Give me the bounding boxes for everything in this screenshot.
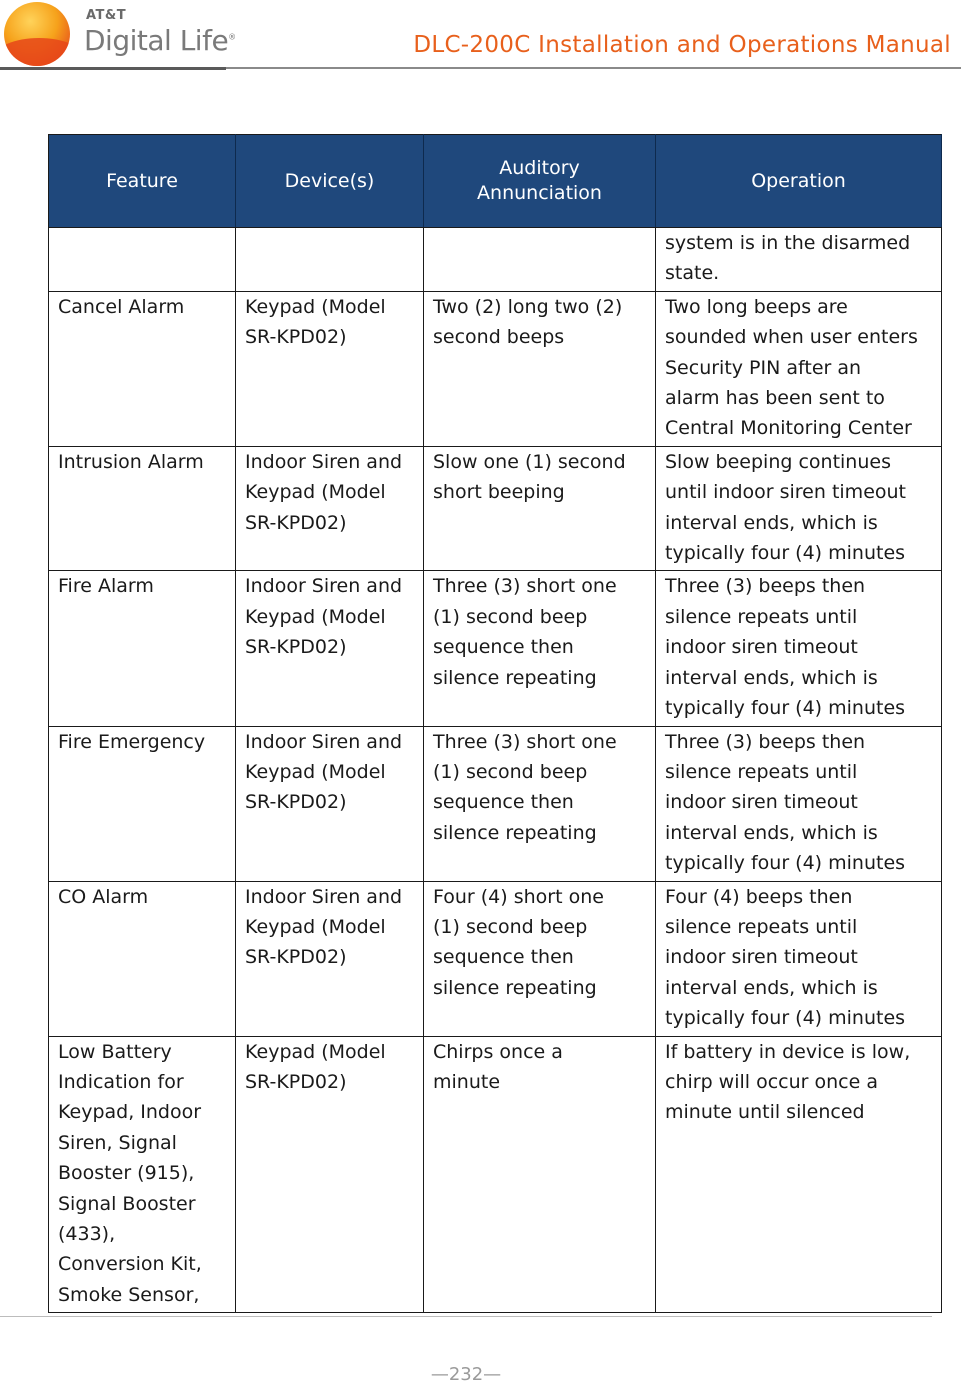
cell-feature: Intrusion Alarm xyxy=(49,446,236,571)
cell-devices xyxy=(236,228,424,292)
table-row xyxy=(49,446,942,571)
column-header-feature: Feature xyxy=(49,135,236,228)
logo-registered-mark: ® xyxy=(228,32,236,42)
cell-operation: Four (4) beeps then silence repeats until indoor siren timeout interval ends, which is typically four (4) minutes xyxy=(656,881,942,1036)
cell-operation: Slow beeping continues until indoor siren timeout interval ends, which is typically four (4) minutes xyxy=(656,446,942,571)
column-header-devices: Device(s) xyxy=(236,135,424,228)
page-number: —232— xyxy=(430,1364,502,1385)
cell-annunciation: Two (2) long two (2) second beeps xyxy=(424,291,656,446)
column-header-operation: Operation xyxy=(656,135,942,228)
cell-operation: system is in the disarmed state. xyxy=(656,228,942,292)
cell-devices: Keypad (Model SR-KPD02) xyxy=(236,291,424,446)
cell-devices: Keypad (Model SR-KPD02) xyxy=(236,1036,424,1313)
table-row xyxy=(49,1036,942,1313)
table-row xyxy=(49,291,942,446)
cell-devices: Indoor Siren and Keypad (Model SR-KPD02) xyxy=(236,726,424,881)
att-globe-logo-icon xyxy=(4,2,70,66)
table-header-row xyxy=(49,135,942,228)
cell-operation: Three (3) beeps then silence repeats until indoor siren timeout interval ends, which is typically four (4) minutes xyxy=(656,571,942,726)
operations-table xyxy=(48,134,942,1313)
cell-operation: Two long beeps are sounded when user enters Security PIN after an alarm has been sent to Central Monitoring Center xyxy=(656,291,942,446)
cell-feature: Fire Alarm xyxy=(49,571,236,726)
cell-feature: Fire Emergency xyxy=(49,726,236,881)
logo-product-text xyxy=(84,24,236,57)
cell-annunciation: Chirps once a minute xyxy=(424,1036,656,1313)
footer-divider xyxy=(0,1316,932,1317)
table-row xyxy=(49,881,942,1036)
cell-annunciation: Three (3) short one (1) second beep sequence then silence repeating xyxy=(424,571,656,726)
cell-feature xyxy=(49,228,236,292)
cell-feature: CO Alarm xyxy=(49,881,236,1036)
header-divider-accent xyxy=(0,67,226,70)
column-header-auditory-annunciation: Auditory Annunciation xyxy=(424,135,656,228)
cell-annunciation: Slow one (1) second short beeping xyxy=(424,446,656,571)
cell-annunciation: Four (4) short one (1) second beep sequence then silence repeating xyxy=(424,881,656,1036)
page-header xyxy=(0,0,961,72)
cell-feature: Cancel Alarm xyxy=(49,291,236,446)
cell-feature: Low Battery Indication for Keypad, Indoor Siren, Signal Booster (915), Signal Booster (433), Conversion Kit, Smoke Sensor, xyxy=(49,1036,236,1313)
logo-brand-text: AT&T xyxy=(86,8,127,23)
cell-annunciation xyxy=(424,228,656,292)
cell-devices: Indoor Siren and Keypad (Model SR-KPD02) xyxy=(236,571,424,726)
document-title: DLC-200C Installation and Operations Manual xyxy=(413,32,951,58)
table-row xyxy=(49,228,942,292)
logo-product-name: Digital Life xyxy=(84,24,229,57)
cell-devices: Indoor Siren and Keypad (Model SR-KPD02) xyxy=(236,881,424,1036)
cell-operation: Three (3) beeps then silence repeats until indoor siren timeout interval ends, which is typically four (4) minutes xyxy=(656,726,942,881)
cell-operation: If battery in device is low, chirp will occur once a minute until silenced xyxy=(656,1036,942,1313)
table-row xyxy=(49,726,942,881)
table-row xyxy=(49,571,942,726)
cell-devices: Indoor Siren and Keypad (Model SR-KPD02) xyxy=(236,446,424,571)
cell-annunciation: Three (3) short one (1) second beep sequence then silence repeating xyxy=(424,726,656,881)
